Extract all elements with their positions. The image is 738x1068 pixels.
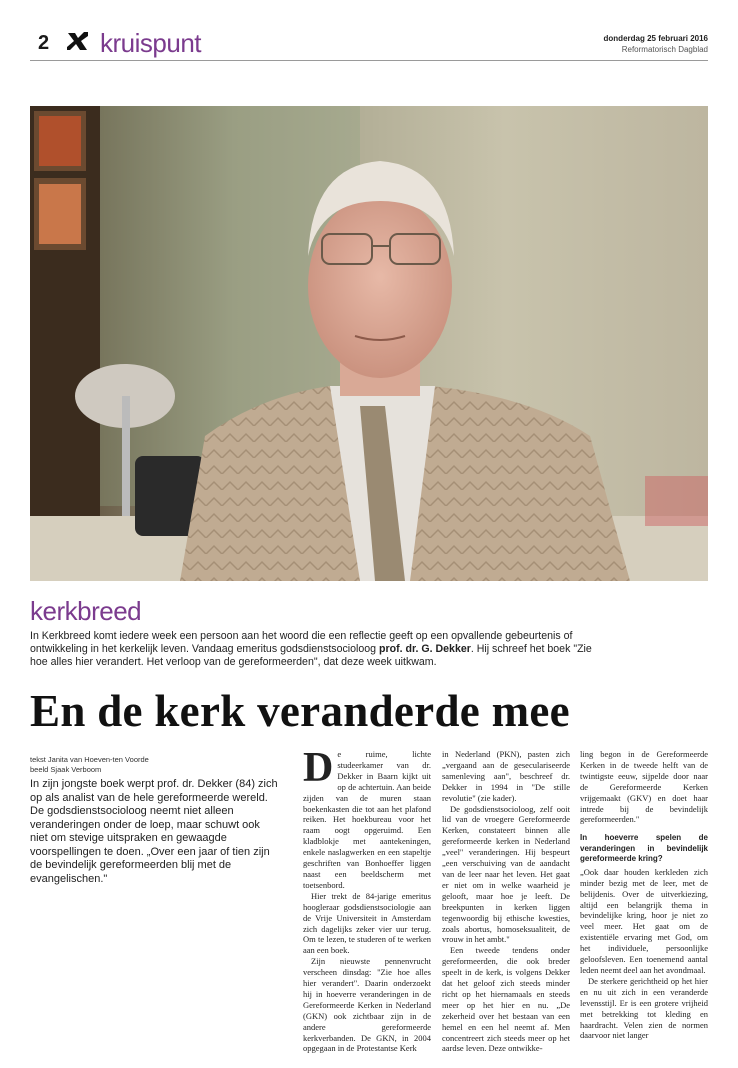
article-headline: En de kerk veranderde mee: [30, 686, 570, 736]
article-column-3: [580, 749, 708, 1041]
intro-person-name: prof. dr. G. Dekker: [379, 643, 471, 655]
dropcap: D: [303, 745, 334, 791]
paragraph: in Nederland (PKN), pasten zich „vergaand aan de geseculariseerde samenleving aan", beschreef dr. Dekker in 1994 in "De stille revolutie" (zie kader).: [442, 749, 570, 803]
dateline: [604, 33, 708, 55]
kerkbreed-label: kerkbreed: [30, 596, 142, 626]
credit-text: tekst Janita van Hoeven-ten Voorde: [30, 755, 149, 764]
cross-arrow-icon: [66, 30, 90, 57]
intro-text-b: . Hij schreef het boek "Zie hoe alles hier verandert. Het verloop van de gereformeerden", dat deze week uitkwam.: [30, 643, 592, 668]
article-column-1: [303, 745, 431, 1054]
kerkbreed-intro: [30, 630, 612, 669]
paragraph: e ruime, lichte studeerkamer van dr. Dekker in Baarn kijkt uit op de achtertuin. Aan beide zijden van de muren staan boekenkasten die tot aan het plafond reiken. Het hoekbureau voor het raam oogt opgeruimd. Een kladblokje met aantekeningen, enkele naslagwerken en een stapeltje geschriften van Bonhoeffer liggen naast een beeldscherm met toetsenbord.: [303, 749, 431, 890]
portrait-photo: [30, 106, 708, 581]
page-number: 2: [38, 32, 50, 54]
paragraph: ling begon in de Gereformeerde Kerken in de tweede helft van de twintigste eeuw, sijpelde door naar de Gereformeerde Kerken vrijgemaakt (GKV) en doet haar intrede bij de bevindelijk gereformeerden.": [580, 749, 708, 825]
article-lead: In zijn jongste boek werpt prof. dr. Dekker (84) zich op als analist van de hele gereformeerde wereld. De godsdienstsocioloog neemt niet alleen veranderingen onder de loep, maar schuwt ook niet om stevige uitspraken en gewaagde voorspellingen te doen. „Over een jaar of tien zijn de bevindelijk gereformeerden blij met de evangelischen.": [30, 778, 278, 885]
article-subheading: In hoeverre spelen de veranderingen in bevindelijk gereformeerde kring?: [580, 833, 708, 864]
paragraph: De godsdienstsocioloog, zelf ooit lid van de vroegere Gereformeerde Kerken, constateert binnen alle gereformeerde kerken in Nederland „veel" veranderingen. Hij bespeurt „een verschuiving van de aandacht van de leer naar het leven. Het gaat er niet om in welke waarheid je gelooft, maar hoe je leeft. De breekpunten in kerken liggen tegenwoordig bij ethische kwesties, zoals abortus, homoseksualiteit, de vrouw in het ambt.": [442, 803, 570, 945]
paragraph: Een tweede tendens onder gereformeerden, die ook breder speelt in de kerk, is volgens Dekker dat het geloof zich steeds minder richt op het hiernamaals en steeds meer op het hier en nu. „De zekerheid over het bestaan van een hemel en een hel neemt af. Men concentreert zich steeds meer op het aardse leven. Deze ontwikke-: [442, 945, 570, 1054]
intro-text-a: In Kerkbreed komt iedere week een persoon aan het woord die een reflectie geeft op een opvallende gebeurtenis of ontwikkeling in het kerkelijk leven. Vandaag emeritus godsdienstsocioloog: [30, 630, 573, 655]
page-header: [30, 24, 708, 61]
paragraph: Hier trekt de 84-jarige emeritus hoogleraar godsdienstsociologie aan de Vrije Universiteit in Amsterdam zich dagelijks zeker vier uur terug. Om te lezen, te studeren of te werken aan een boek.: [303, 890, 431, 956]
paragraph: „Ook daar houden kerkleden zich minder bezig met de leer, met de belijdenis. Over de uitverkiezing, altijd een belangrijk thema in bevindelijke kring, hoor je niet zo veel meer. Het gaat om de existentiële ervaring met God, om het individuele, persoonlijke geloofsleven. Een toenemend aantal leden neemt deel aan het avondmaal.: [580, 866, 708, 975]
publication-name: Reformatorisch Dagblad: [621, 45, 708, 54]
paragraph: De sterkere gerichtheid op het hier en nu uit zich in een veranderde levensstijl. Er is een grotere vrijheid met betrekking tot kleding en haardracht. Velen zien de normen daarvoor niet langer: [580, 975, 708, 1041]
article-column-2: [442, 749, 570, 1054]
article-credits: [30, 755, 149, 775]
credit-photo: beeld Sjaak Verboom: [30, 765, 102, 774]
section-title: kruispunt: [100, 28, 201, 58]
issue-date: donderdag 25 februari 2016: [603, 34, 708, 43]
paragraph: Zijn nieuwste pennenvrucht verscheen dinsdag: "Zie hoe alles hier verandert". Daarin onderzoekt hij in hoeverre veranderingen in de Gereformeerde Kerken in Nederland (GKN) ook zichtbaar zijn in de andere gereformeerde kerkverbanden. De GKN, in 2004 opgegaan in de Protestantse Kerk: [303, 956, 431, 1054]
